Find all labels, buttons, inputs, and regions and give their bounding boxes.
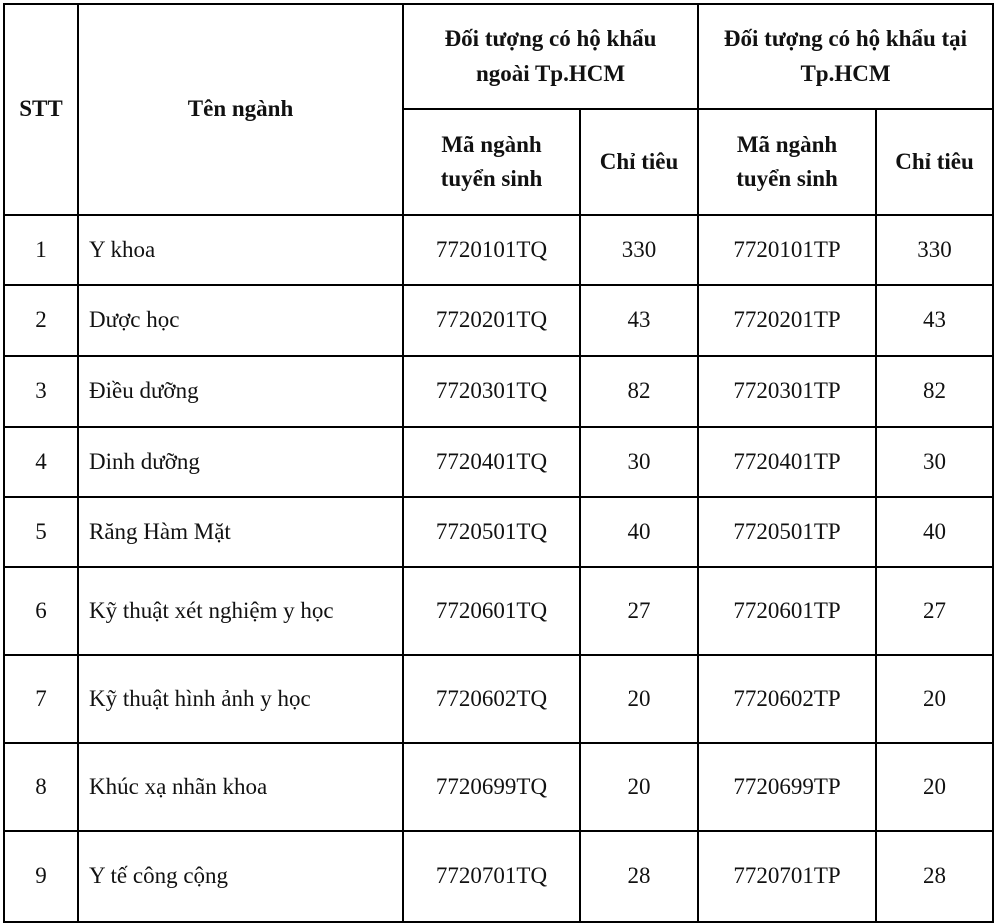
cell-stt: 1 [4, 215, 78, 285]
cell-quota-in: 40 [876, 497, 993, 567]
cell-quota-in: 27 [876, 567, 993, 655]
header-name: Tên ngành [78, 4, 403, 215]
cell-stt: 2 [4, 285, 78, 356]
cell-code-in: 7720101TP [698, 215, 876, 285]
cell-code-in: 7720601TP [698, 567, 876, 655]
header-group-inside: Đối tượng có hộ khẩu tại Tp.HCM [698, 4, 993, 109]
cell-name: Y khoa [78, 215, 403, 285]
table-row [4, 427, 993, 497]
cell-quota-in: 28 [876, 831, 993, 922]
cell-quota-in: 43 [876, 285, 993, 356]
cell-name: Điều dưỡng [78, 356, 403, 427]
cell-quota-in: 82 [876, 356, 993, 427]
header-code-outside: Mã ngành tuyển sinh [403, 109, 580, 215]
cell-stt: 7 [4, 655, 78, 743]
cell-quota-out: 20 [580, 743, 698, 831]
cell-code-in: 7720301TP [698, 356, 876, 427]
cell-quota-out: 43 [580, 285, 698, 356]
cell-code-in: 7720701TP [698, 831, 876, 922]
cell-code-out: 7720101TQ [403, 215, 580, 285]
cell-code-out: 7720501TQ [403, 497, 580, 567]
header-quota-outside: Chỉ tiêu [580, 109, 698, 215]
cell-stt: 5 [4, 497, 78, 567]
cell-code-out: 7720301TQ [403, 356, 580, 427]
cell-code-out: 7720602TQ [403, 655, 580, 743]
cell-stt: 6 [4, 567, 78, 655]
cell-code-in: 7720699TP [698, 743, 876, 831]
table-row [4, 356, 993, 427]
cell-stt: 8 [4, 743, 78, 831]
cell-quota-out: 28 [580, 831, 698, 922]
cell-stt: 3 [4, 356, 78, 427]
cell-code-out: 7720701TQ [403, 831, 580, 922]
cell-code-out: 7720401TQ [403, 427, 580, 497]
table-row [4, 831, 993, 922]
cell-name: Khúc xạ nhãn khoa [78, 743, 403, 831]
cell-code-in: 7720201TP [698, 285, 876, 356]
table-row [4, 497, 993, 567]
cell-name: Dinh dưỡng [78, 427, 403, 497]
header-stt: STT [4, 4, 78, 215]
header-code-inside: Mã ngành tuyển sinh [698, 109, 876, 215]
cell-quota-out: 27 [580, 567, 698, 655]
cell-name: Kỹ thuật hình ảnh y học [78, 655, 403, 743]
cell-quota-out: 20 [580, 655, 698, 743]
cell-quota-in: 20 [876, 655, 993, 743]
cell-quota-out: 40 [580, 497, 698, 567]
table-row [4, 655, 993, 743]
header-group-outside: Đối tượng có hộ khẩu ngoài Tp.HCM [403, 4, 698, 109]
cell-quota-out: 330 [580, 215, 698, 285]
cell-stt: 4 [4, 427, 78, 497]
cell-name: Dược học [78, 285, 403, 356]
cell-code-in: 7720401TP [698, 427, 876, 497]
table-row [4, 567, 993, 655]
table-row [4, 285, 993, 356]
cell-name: Răng Hàm Mặt [78, 497, 403, 567]
cell-code-out: 7720601TQ [403, 567, 580, 655]
cell-quota-in: 330 [876, 215, 993, 285]
cell-stt: 9 [4, 831, 78, 922]
cell-quota-in: 20 [876, 743, 993, 831]
cell-quota-in: 30 [876, 427, 993, 497]
header-quota-inside: Chỉ tiêu [876, 109, 993, 215]
admission-quota-table [3, 3, 994, 923]
cell-code-in: 7720501TP [698, 497, 876, 567]
table-row [4, 215, 993, 285]
cell-name: Kỹ thuật xét nghiệm y học [78, 567, 403, 655]
table-row [4, 743, 993, 831]
cell-quota-out: 82 [580, 356, 698, 427]
cell-code-in: 7720602TP [698, 655, 876, 743]
cell-code-out: 7720201TQ [403, 285, 580, 356]
cell-quota-out: 30 [580, 427, 698, 497]
cell-code-out: 7720699TQ [403, 743, 580, 831]
cell-name: Y tế công cộng [78, 831, 403, 922]
